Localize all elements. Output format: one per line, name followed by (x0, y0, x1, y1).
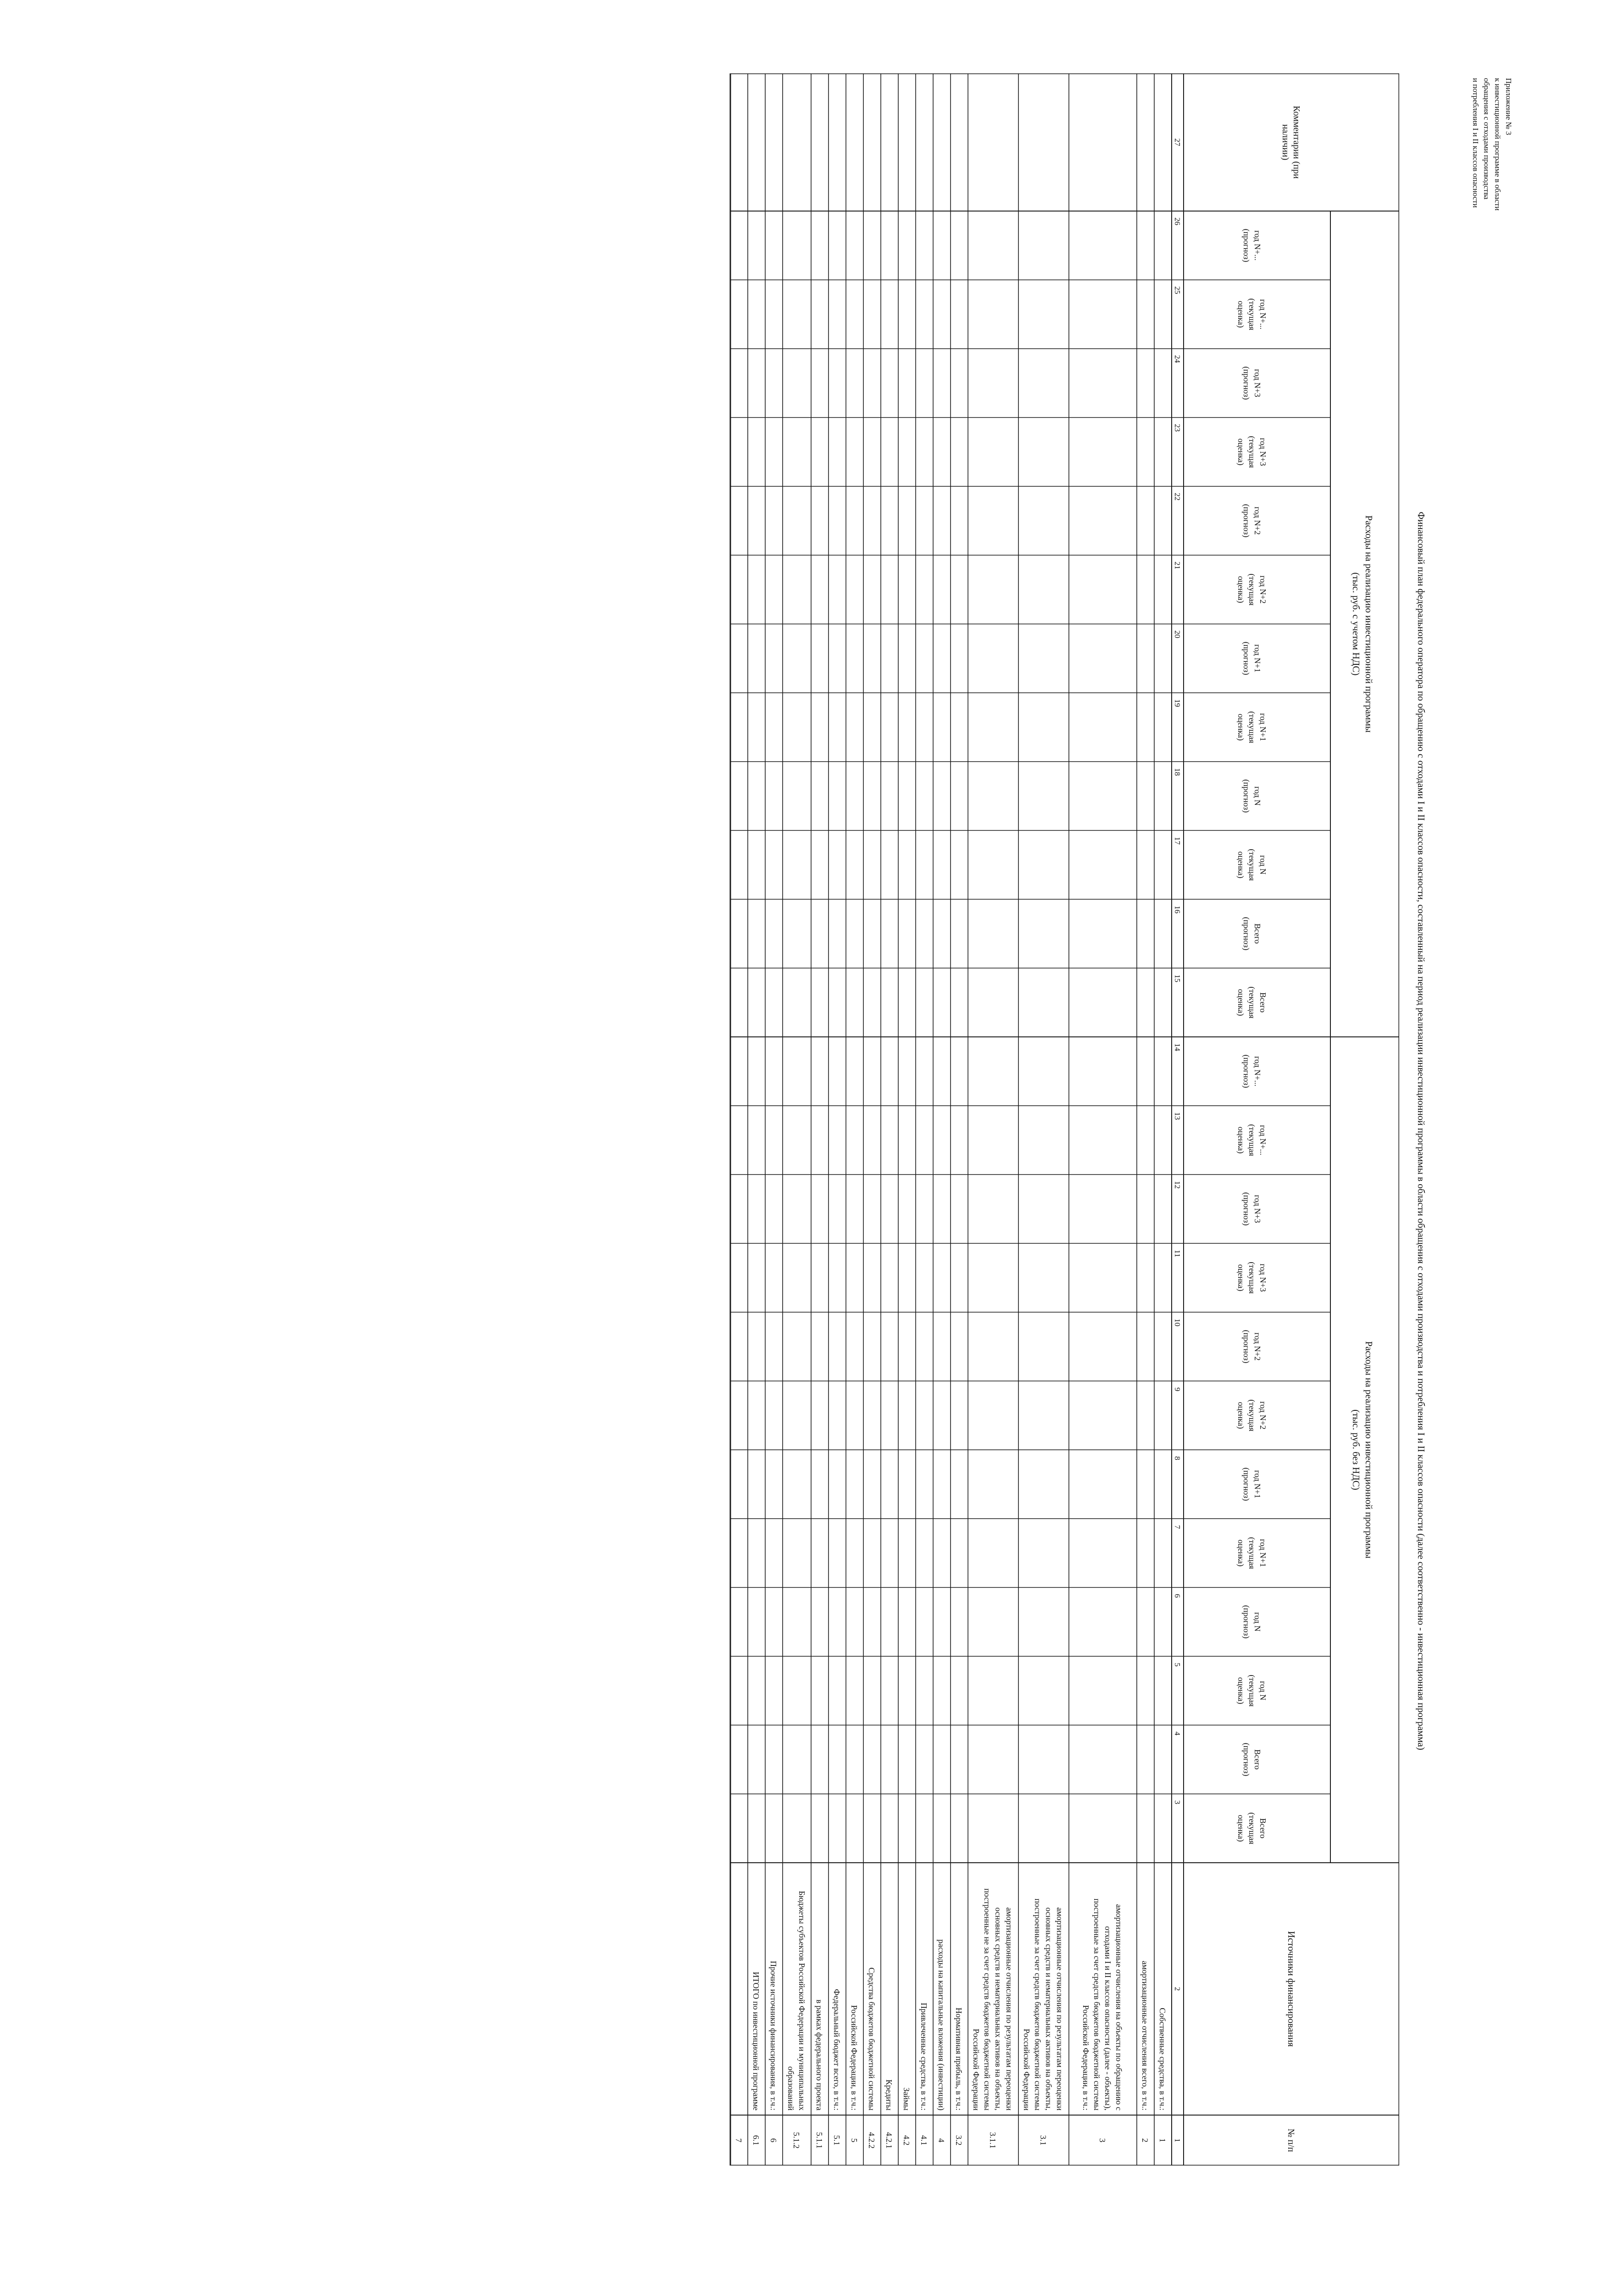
subheader-text: (прогноз) (1242, 1192, 1251, 1226)
subheader-text: год N (1258, 855, 1268, 875)
row-number: 6 (769, 2138, 778, 2143)
subheader-text: оценка) (1236, 1815, 1246, 1842)
row-number: 6.1 (751, 2135, 761, 2146)
subheader-text: год N (1258, 1681, 1268, 1701)
column-number: 12 (1173, 1181, 1182, 1189)
row-label: амортизационные отчисления всего, в т.ч.: (1140, 1960, 1150, 2110)
column-number: 24 (1173, 355, 1182, 363)
column-number: 9 (1173, 1387, 1182, 1392)
subheader-text: год N+2 (1253, 507, 1262, 535)
row-label: расходы на капитальные вложения (инвестиции) (937, 1939, 946, 2110)
subheader-text: (прогноз) (1242, 228, 1251, 262)
subheader-text: Всего (1258, 1818, 1268, 1839)
subheader-text: год N (1253, 786, 1262, 806)
subheader-text: оценка) (1236, 1677, 1246, 1704)
row-label: основных средств и нематериальных активов на объекты, (994, 1907, 1003, 2110)
row-label: Собственные средства, в т.ч.: (1158, 2008, 1167, 2110)
row-number: 4.2 (902, 2135, 911, 2146)
subheader-text: (прогноз) (1242, 1330, 1251, 1364)
column-number: 3 (1173, 1800, 1182, 1804)
subheader-text: (текущая (1247, 298, 1257, 330)
row-number: 5.1.1 (815, 2132, 824, 2149)
header-group-without-vat: Расходы на реализацию инвестиционной программы (1363, 1341, 1374, 1559)
subheader-text: (текущая (1247, 1124, 1257, 1156)
subheader-text: год N (1253, 1612, 1262, 1632)
column-number: 13 (1173, 1112, 1182, 1120)
row-label: построенные за счет средств бюджетов бюджетной системы (1092, 1899, 1101, 2110)
row-number: 3.2 (954, 2135, 963, 2146)
row-label: Средства бюджетов бюджетной системы (867, 1967, 876, 2110)
subheader-text: оценка) (1236, 851, 1246, 879)
subheader-text: (прогноз) (1242, 917, 1251, 951)
column-number: 10 (1173, 1319, 1182, 1326)
subheader-text: год N+3 (1258, 438, 1268, 466)
row-label: отходами I и II классов опасности (далее - объекты), (1103, 1926, 1112, 2110)
row-number: 5.1 (832, 2135, 841, 2146)
row-number: 4 (937, 2138, 946, 2143)
column-number: 2 (1173, 1987, 1182, 1991)
row-label: Российской Федерации, в т.ч.: (850, 2005, 859, 2110)
header-group-with-vat: Расходы на реализацию инвестиционной программы (1363, 515, 1374, 733)
header-comment: Комментарии (при (1291, 106, 1301, 179)
subheader-text: (прогноз) (1242, 1743, 1251, 1776)
appendix-line: к инвестиционной программе в области (1493, 78, 1502, 211)
subheader-text: (прогноз) (1242, 504, 1251, 538)
row-label: образований (786, 2066, 795, 2110)
subheader-text: год N+... (1253, 230, 1262, 261)
column-number: 17 (1173, 837, 1182, 845)
financial-plan-table (684, 73, 1399, 2166)
header-group-without-vat: (тыс. руб. без НДС) (1351, 1409, 1362, 1490)
subheader-text: год N+1 (1258, 1539, 1268, 1567)
subheader-text: год N+1 (1258, 713, 1268, 741)
subheader-text: оценка) (1236, 438, 1246, 466)
document-title: Финансовый план федерального оператора по обращению с отходами I и II классов опасности, составленный на период реализации инвестиционной программы в области обращения с отходами производства и потребления I и II классов опасности (далее соответственно - инвестиционная программа) (1416, 512, 1427, 1750)
row-label: Российской Федерации (972, 2028, 981, 2110)
column-number: 18 (1173, 768, 1182, 776)
subheader-text: год N+3 (1258, 1264, 1268, 1292)
row-label: амортизационные отчисления по результатам переоценки (1005, 1907, 1014, 2110)
row-label: в рамках федерального проекта (815, 1999, 824, 2110)
column-number: 20 (1173, 630, 1182, 638)
row-number: 1 (1158, 2138, 1167, 2143)
subheader-text: год N+2 (1258, 1401, 1268, 1430)
column-number: 22 (1173, 493, 1182, 501)
column-number: 7 (1173, 1525, 1182, 1529)
subheader-text: (прогноз) (1242, 641, 1251, 675)
subheader-text: год N+1 (1253, 1470, 1262, 1498)
row-number: 2 (1140, 2138, 1150, 2143)
subheader-text: (текущая (1247, 1537, 1257, 1569)
column-number: 11 (1173, 1250, 1182, 1258)
row-label: Федеральный бюджет всего, в т.ч.: (832, 1989, 841, 2110)
subheader-text: (текущая (1247, 986, 1257, 1019)
subheader-text: оценка) (1236, 1539, 1246, 1567)
subheader-text: Всего (1253, 923, 1262, 944)
subheader-text: год N+... (1258, 299, 1268, 329)
column-number: 26 (1173, 217, 1182, 225)
row-label: Нормативная прибыль, в т.ч.: (954, 2007, 963, 2110)
subheader-text: (текущая (1247, 1675, 1257, 1707)
row-number: 5.1.2 (792, 2132, 801, 2149)
column-number: 19 (1173, 699, 1182, 707)
subheader-text: (текущая (1247, 711, 1257, 743)
column-number: 14 (1173, 1043, 1182, 1051)
subheader-text: год N+3 (1253, 369, 1262, 397)
row-label: амортизационные отчисления на объекты по обращению с (1114, 1904, 1123, 2110)
column-number: 21 (1173, 562, 1182, 569)
row-number: 3.1.1 (988, 2132, 997, 2149)
header-number: № п/п (1286, 2128, 1296, 2152)
row-label: Привлеченные средства, в т.ч.: (919, 2003, 929, 2110)
row-number: 4.1 (919, 2135, 929, 2146)
subheader-text: оценка) (1236, 713, 1246, 741)
row-label: Российской Федерации, в т.ч.: (1081, 2005, 1090, 2110)
appendix-line: и потребления I и II классов опасности (1471, 78, 1480, 208)
subheader-text: (текущая (1247, 436, 1257, 468)
subheader-text: Всего (1253, 1749, 1262, 1770)
row-label: Кредиты (884, 2079, 894, 2110)
subheader-text: (текущая (1247, 849, 1257, 881)
subheader-text: год N+1 (1253, 644, 1262, 673)
subheader-text: оценка) (1236, 1264, 1246, 1292)
row-label: ИТОГО по инвестиционной программе (751, 1971, 761, 2110)
column-number: 6 (1173, 1594, 1182, 1598)
appendix-line: обращения с отходами производства (1482, 78, 1491, 200)
row-number: 3.1 (1039, 2135, 1048, 2146)
subheader-text: (прогноз) (1242, 1605, 1251, 1639)
row-number: 4.2.1 (884, 2132, 894, 2149)
row-number: 5 (850, 2138, 859, 2143)
column-number: 16 (1173, 906, 1182, 913)
subheader-text: год N+... (1258, 1125, 1268, 1155)
header-group-with-vat: (тыс. руб. с учетом НДС) (1351, 572, 1362, 676)
header-comment: наличии) (1280, 124, 1290, 161)
subheader-text: год N+2 (1258, 575, 1268, 604)
appendix-note (1470, 78, 1514, 211)
subheader-text: оценка) (1236, 301, 1246, 328)
row-label: Бюджеты субъектов Российской Федерации и муниципальных (797, 1891, 806, 2110)
appendix-line: Приложение № 3 (1504, 78, 1513, 135)
row-number: 7 (734, 2138, 743, 2143)
column-number: 27 (1173, 138, 1182, 146)
subheader-text: оценка) (1236, 576, 1246, 603)
column-number: 4 (1173, 1732, 1182, 1736)
subheader-text: (текущая (1247, 1812, 1257, 1844)
subheader-text: (прогноз) (1242, 1467, 1251, 1501)
subheader-text: Всего (1258, 992, 1268, 1013)
row-label: Прочие источники финансирования, в т.ч.: (769, 1960, 778, 2110)
row-label: амортизационные отчисления по результатам переоценки (1055, 1907, 1064, 2110)
subheader-text: год N+2 (1253, 1332, 1262, 1361)
row-number: 3 (1098, 2138, 1107, 2143)
row-label: построенные за счет средств бюджетов бюджетной системы (1033, 1899, 1042, 2110)
subheader-text: (текущая (1247, 1262, 1257, 1294)
row-label: Займы (902, 2087, 911, 2110)
subheader-text: оценка) (1236, 1402, 1246, 1429)
subheader-text: год N+... (1253, 1056, 1262, 1086)
row-label: построенные не за счет средств бюджетов бюджетной системы (983, 1888, 992, 2110)
row-label: Российской Федерации (1022, 2028, 1031, 2110)
subheader-text: (прогноз) (1242, 779, 1251, 813)
column-number: 1 (1173, 2138, 1182, 2143)
subheader-text: (прогноз) (1242, 1054, 1251, 1088)
column-number: 23 (1173, 424, 1182, 432)
subheader-text: оценка) (1236, 989, 1246, 1016)
column-number: 25 (1173, 286, 1182, 294)
subheader-text: год N+3 (1253, 1195, 1262, 1223)
subheader-text: (прогноз) (1242, 366, 1251, 400)
subheader-text: (текущая (1247, 1399, 1257, 1431)
subheader-text: оценка) (1236, 1126, 1246, 1154)
column-number: 8 (1173, 1456, 1182, 1460)
column-number: 15 (1173, 974, 1182, 982)
header-source: Источники финансирования (1286, 1931, 1297, 2047)
subheader-text: (текущая (1247, 574, 1257, 606)
row-label: основных средств и нематериальных активов на объекты, (1044, 1907, 1053, 2110)
row-number: 4.2.2 (867, 2132, 876, 2149)
column-number: 5 (1173, 1663, 1182, 1667)
